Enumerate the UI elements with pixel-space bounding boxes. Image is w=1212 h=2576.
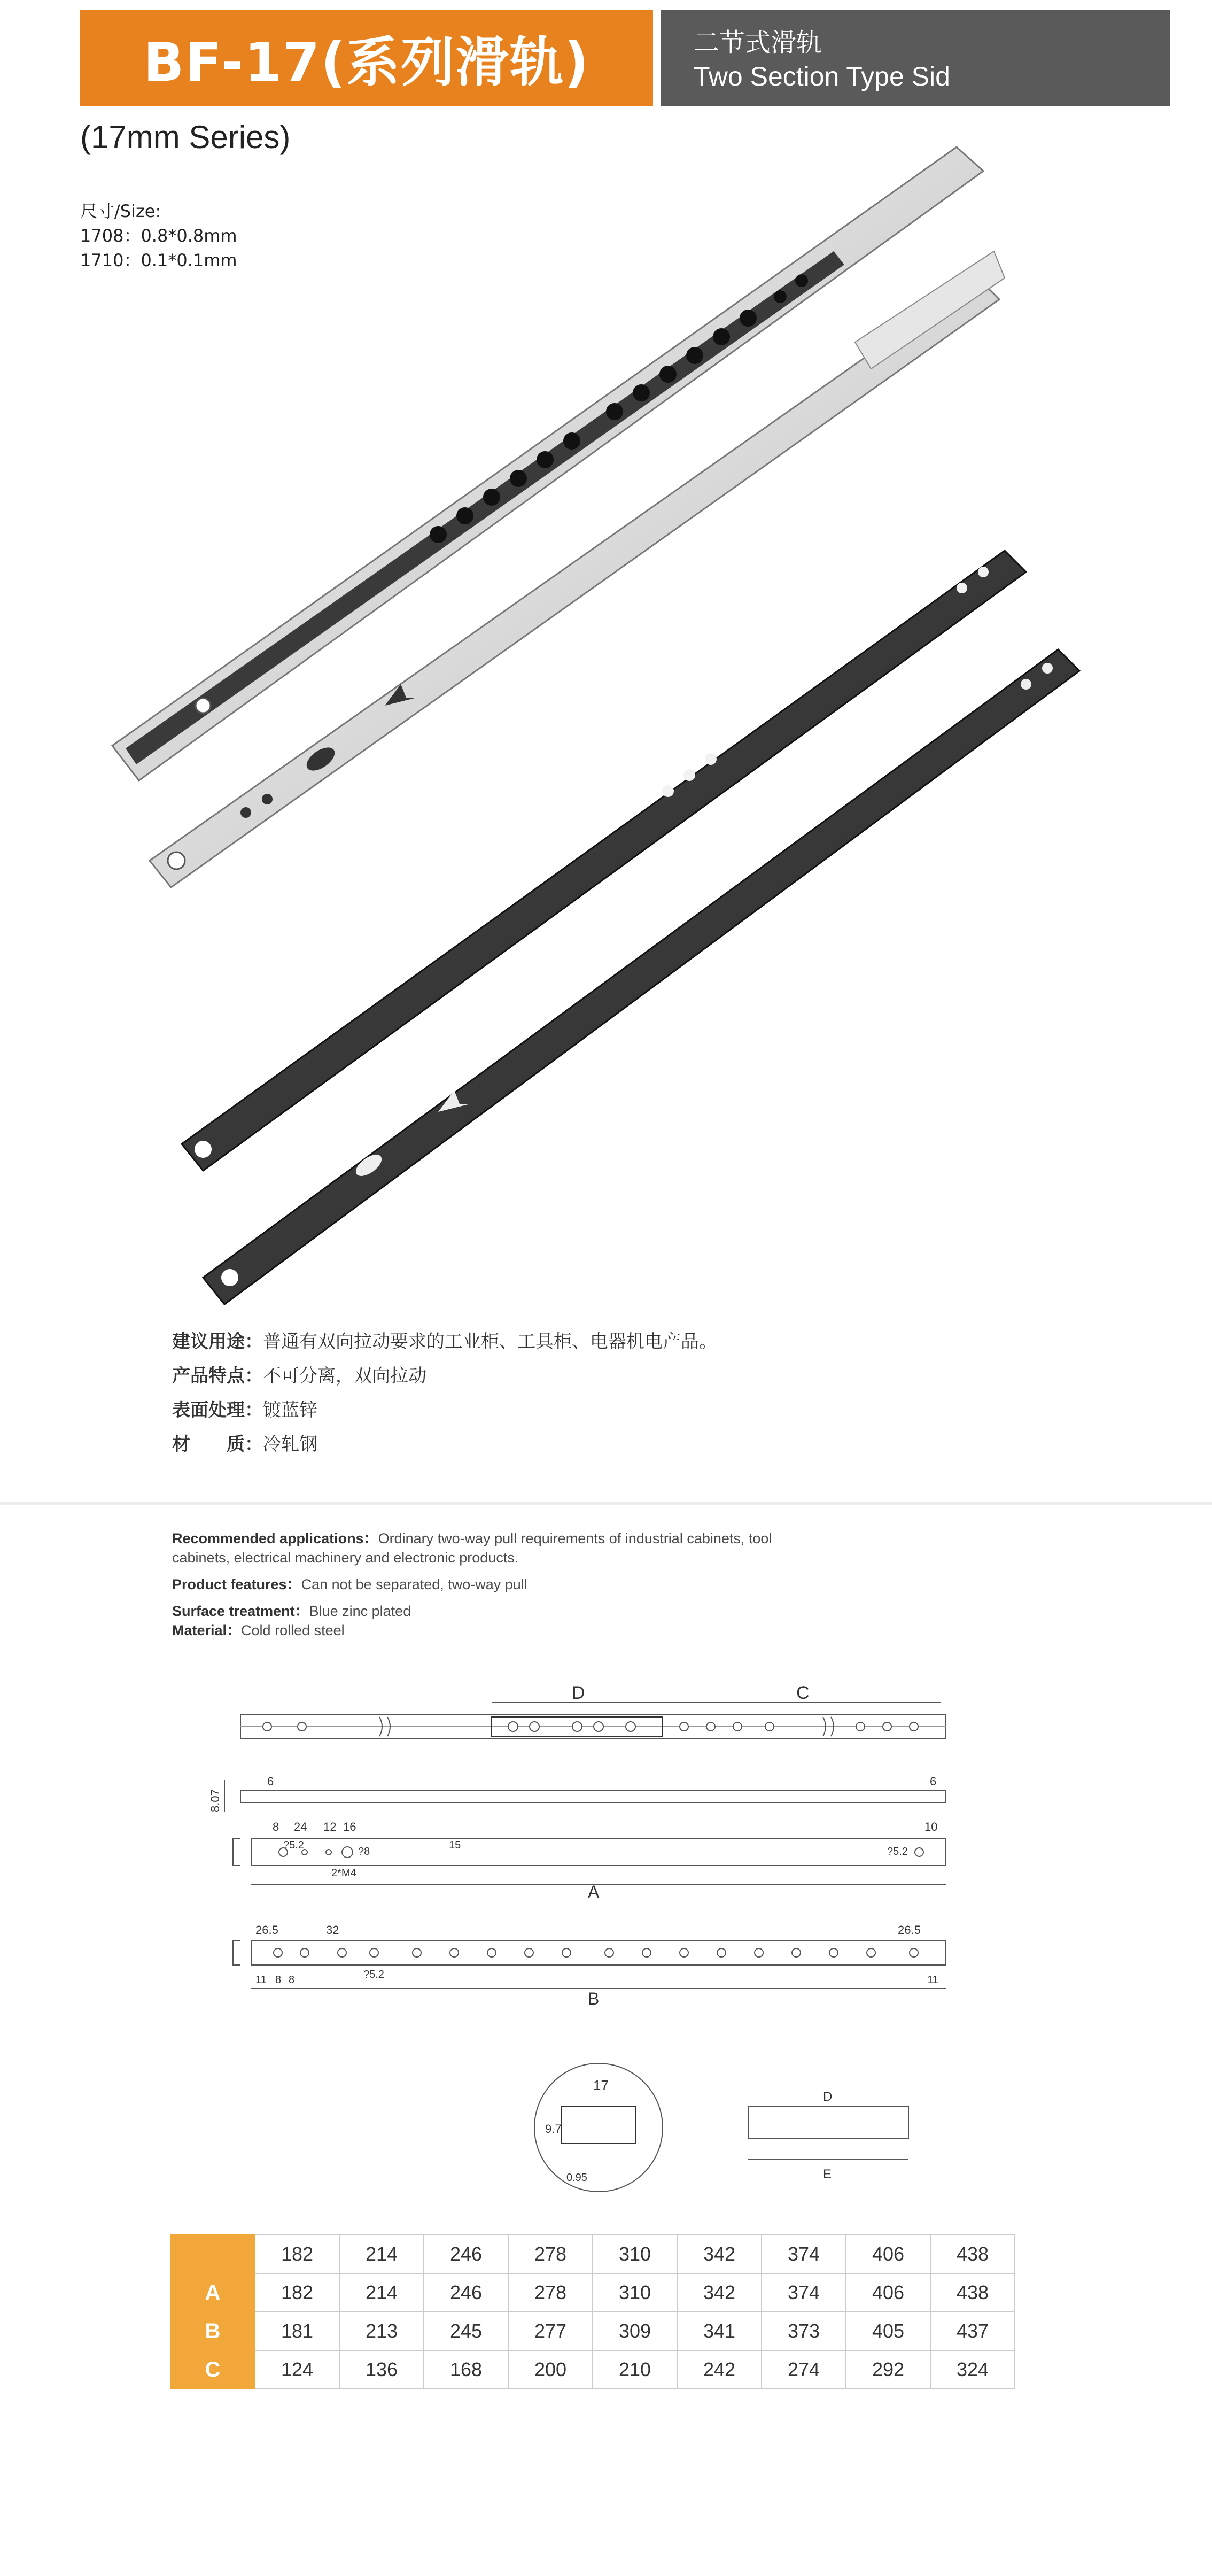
table-cell: 438 [930, 2273, 1015, 2312]
table-cell: 342 [677, 2273, 762, 2312]
section-divider [0, 1502, 1212, 1505]
size-label: 尺寸/Size: [80, 201, 161, 221]
table-cell: 309 [593, 2312, 677, 2350]
size-line: 1710：0.1*0.1mm [80, 250, 237, 270]
table-row [170, 2273, 1015, 2312]
table-cell: 437 [930, 2312, 1015, 2350]
dim-26-5-right: 26.5 [898, 1923, 921, 1937]
table-row-header [170, 2235, 255, 2273]
table-cell: 324 [930, 2350, 1015, 2389]
table-cell: 200 [508, 2350, 593, 2389]
table-cell: 246 [424, 2273, 508, 2312]
table-cell: 405 [846, 2312, 930, 2350]
spec-en-row: Recommended applications：Ordinary two-way pull requirements of industrial cabinets, tool cabinets, electrical machinery and electronic products. [172, 1530, 772, 1566]
dim-hole-8: ?8 [358, 1846, 370, 1858]
table-cell: 438 [930, 2235, 1015, 2273]
dim-11-left: 11 [255, 1974, 267, 1986]
dim-B: B [588, 1989, 600, 2008]
table-cell: 136 [339, 2350, 424, 2389]
dim-15: 15 [449, 1839, 461, 1851]
table-row [170, 2312, 1015, 2350]
dim-hole-left: ?5.2 [283, 1839, 304, 1851]
dim-12: 12 [323, 1820, 337, 1834]
table-cell: 182 [255, 2273, 339, 2312]
table-cell: 406 [846, 2273, 930, 2312]
dim-8: 8 [273, 1820, 279, 1834]
dim-8b: 8 [289, 1974, 295, 1986]
dim-A: A [588, 1882, 600, 1901]
dim-32: 32 [326, 1923, 339, 1937]
table-cell: 292 [846, 2350, 930, 2389]
table-cell: 310 [593, 2235, 677, 2273]
dimension-table [170, 2234, 1015, 2389]
table-cell: 342 [677, 2235, 762, 2273]
size-line: 1708：0.8*0.8mm [80, 226, 237, 246]
table-cell: 246 [424, 2235, 508, 2273]
table-cell: 124 [255, 2350, 339, 2389]
dim-6-right: 6 [930, 1775, 937, 1788]
table-cell: 242 [677, 2350, 762, 2389]
dim-m4: 2*M4 [331, 1867, 356, 1879]
dim-E: E [823, 2167, 832, 2182]
table-cell: 214 [339, 2235, 424, 2273]
table-row-header: A [170, 2273, 255, 2312]
dim-C: C [796, 1683, 810, 1703]
dim-9-7: 9.7 [545, 2122, 562, 2136]
table-cell: 210 [593, 2350, 677, 2389]
subtitle-cn: 二节式滑轨 [694, 28, 822, 58]
table-cell: 277 [508, 2312, 593, 2350]
model-title: BF-17(系列滑轨) [143, 31, 590, 94]
subtitle-en: Two Section Type Sid [694, 61, 950, 91]
dim-hole-right: ?5.2 [887, 1846, 908, 1858]
table-cell: 310 [593, 2273, 677, 2312]
spec-cn-row: 产品特点：不可分离，双向拉动 [172, 1365, 426, 1387]
table-cell: 168 [424, 2350, 508, 2389]
table-cell: 214 [339, 2273, 424, 2312]
spec-cn [172, 1325, 717, 1461]
spec-en [172, 1529, 787, 1647]
table-cell: 278 [508, 2273, 593, 2312]
table-cell: 373 [762, 2312, 846, 2350]
table-cell: 274 [762, 2350, 846, 2389]
dim-10: 10 [924, 1820, 938, 1834]
subtitle-banner [661, 10, 1170, 106]
spec-cn-row: 材 质：冷轧钢 [172, 1434, 317, 1455]
technical-drawing [203, 1678, 978, 2234]
table-cell: 341 [677, 2312, 762, 2350]
dim-11-right: 11 [927, 1974, 938, 1986]
spec-en-row: Material：Cold rolled steel [172, 1622, 345, 1638]
table-cell: 245 [424, 2312, 508, 2350]
dim-807: 8.07 [208, 1789, 222, 1812]
dim-16: 16 [343, 1820, 356, 1834]
dim-26-5-left: 26.5 [255, 1923, 278, 1937]
series-label: (17mm Series) [80, 119, 291, 155]
dim-24: 24 [294, 1820, 307, 1834]
spec-cn-row: 表面处理：镀蓝锌 [172, 1399, 317, 1421]
dim-8a: 8 [275, 1974, 282, 1986]
table-cell: 278 [508, 2235, 593, 2273]
table-cell: 182 [255, 2235, 339, 2273]
table-row-header: B [170, 2312, 255, 2350]
product-photo [0, 134, 1212, 1310]
dim-6-left: 6 [267, 1775, 274, 1788]
model-title-banner [80, 10, 653, 106]
table-row [170, 2350, 1015, 2389]
table-cell: 213 [339, 2312, 424, 2350]
dim-D: D [572, 1683, 585, 1703]
table-cell: 181 [255, 2312, 339, 2350]
table-row [170, 2235, 1015, 2273]
table-cell: 406 [846, 2235, 930, 2273]
spec-en-row: Surface treatment：Blue zinc plated [172, 1603, 411, 1619]
dim-17: 17 [593, 2077, 609, 2093]
table-cell: 374 [762, 2235, 846, 2273]
spec-cn-row: 建议用途：普通有双向拉动要求的工业柜、工具柜、电器机电产品。 [172, 1331, 717, 1352]
dim-D-small: D [823, 2090, 833, 2104]
dim-0-95: 0.95 [566, 2172, 587, 2184]
dim-hole-52: ?5.2 [363, 1969, 384, 1981]
table-cell: 374 [762, 2273, 846, 2312]
spec-en-row: Product features：Can not be separated, two-way pull [172, 1576, 527, 1592]
table-row-header: C [170, 2350, 255, 2389]
